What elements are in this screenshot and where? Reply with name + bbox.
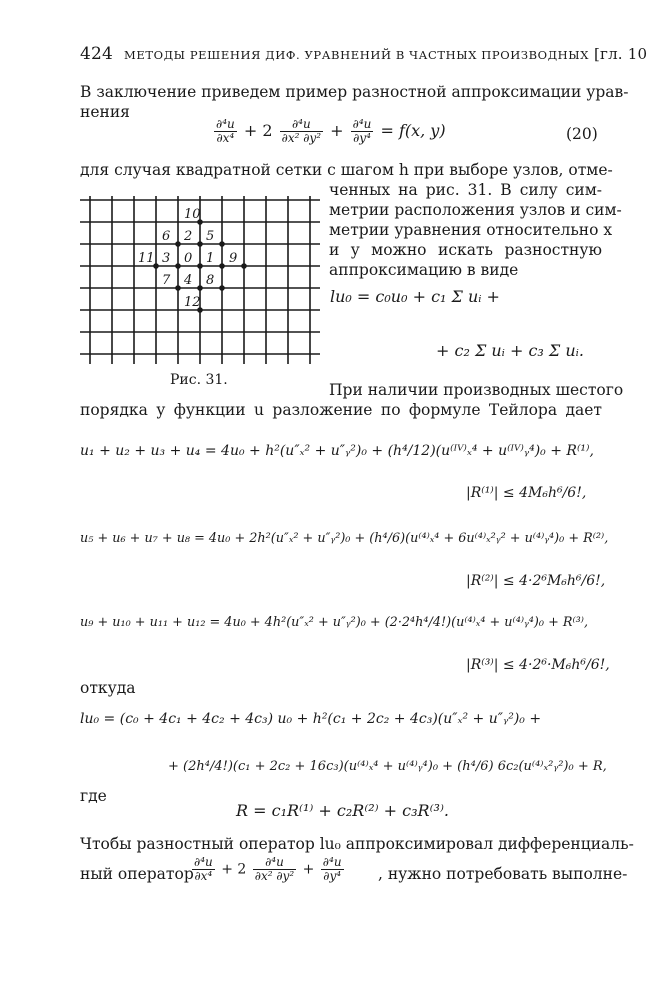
node-dot: [197, 285, 203, 291]
remainder-bound-2: |R⁽²⁾| ≤ 4·2⁶M₆h⁶/6!,: [466, 573, 606, 589]
remainder-definition: R = c₁R⁽¹⁾ + c₂R⁽²⁾ + c₃R⁽³⁾.: [236, 801, 449, 820]
lu-form-line-1: lu₀ = c₀u₀ + c₁ Σ uᵢ +: [330, 287, 500, 306]
taylor-expansion-1: u₁ + u₂ + u₃ + u₄ = 4u₀ + h²(u″ₓ² + u″ᵧ²)₀ + (h⁴/12)(u⁽ᴵⱽ⁾ₓ⁴ + u⁽ᴵⱽ⁾ᵧ⁴)₀ + R⁽¹⁾,: [80, 443, 594, 459]
running-header: [80, 44, 647, 64]
figure-caption: Рис. 31.: [170, 372, 228, 388]
node-label-10: 10: [184, 207, 201, 222]
equation-20-rhs: = f(x, y): [380, 121, 446, 140]
where-word: где: [80, 787, 107, 805]
wrap-line-2: метрии расположения узлов и сим-: [329, 201, 622, 219]
wrap-line-4: и y можно искать разностную: [329, 241, 602, 259]
final-line-1: Чтобы разностный оператор lu₀ аппроксимировал дифференциаль-: [80, 835, 634, 853]
node-label-12: 12: [184, 295, 201, 310]
grid-description-line: для случая квадратной сетки с шагом h при выборе узлов, отме-: [80, 161, 613, 179]
node-dot: [219, 241, 225, 247]
intro-line-1: В заключение приведем пример разностной аппроксимации урав-: [80, 83, 629, 101]
node-dot: [241, 263, 247, 269]
differential-operator: $\frac{\text{∂⁴u}}{\text{∂x⁴}}$ + 2 $\frac{\text{∂⁴u}}{\text{∂x² ∂y²}}$ + $\frac{\text{∂⁴u}}{\text{∂y⁴}}$: [194, 855, 342, 883]
node-label-2: 2: [184, 229, 193, 244]
page-number: 424: [80, 44, 114, 64]
node-label-5: 5: [206, 229, 215, 244]
node-dot: [175, 263, 181, 269]
node-dot: [175, 285, 181, 291]
node-dot: [197, 241, 203, 247]
wrap-line-1: ченных на рис. 31. В силу сим-: [329, 181, 602, 199]
equation-20-number: (20): [566, 125, 598, 143]
node-label-8: 8: [206, 273, 215, 288]
taylor-expansion-3: u₉ + u₁₀ + u₁₁ + u₁₂ = 4u₀ + 4h²(u″ₓ² + u″ᵧ²)₀ + (2·2⁴h⁴/4!)(u⁽⁴⁾ₓ⁴ + u⁽⁴⁾ᵧ⁴)₀ + R⁽³⁾,: [80, 615, 589, 630]
after-figure-line-1: При наличии производных шестого: [329, 381, 624, 399]
equation-20: $\frac{\text{∂⁴u}}{\text{∂x⁴}}$ + 2 $\frac{\text{∂⁴u}}{\text{∂x² ∂y²}}$ + $\frac{\text{∂⁴u}}{\text{∂y⁴}}$ = f(x, y): [216, 117, 446, 145]
final-line-2-start: ный оператор: [80, 865, 194, 883]
node-dot: [175, 241, 181, 247]
after-figure-line-2: порядка у функции u разложение по формуле Тейлора дает: [80, 401, 602, 419]
remainder-bound-1: |R⁽¹⁾| ≤ 4M₆h⁶/6!,: [466, 485, 587, 501]
node-label-1: 1: [206, 251, 215, 266]
final-line-2-end: , нужно потребовать выполне-: [378, 865, 628, 883]
wrap-line-3: метрии уравнения относительно x: [329, 221, 613, 239]
whence-word: откуда: [80, 679, 136, 697]
wrap-line-5: аппроксимацию в виде: [329, 261, 519, 279]
result-line-2: + (2h⁴/4!)(c₁ + 2c₂ + 16c₃)(u⁽⁴⁾ₓ⁴ + u⁽⁴⁾ᵧ⁴)₀ + (h⁴/6) 6c₂(u⁽⁴⁾ₓ²ᵧ²)₀ + R,: [168, 759, 607, 774]
lu-form-line-2: + c₂ Σ uᵢ + c₃ Σ uᵢ.: [436, 341, 584, 360]
node-label-4: 4: [184, 273, 193, 288]
node-dot: [219, 263, 225, 269]
intro-line-2: нения: [80, 103, 130, 121]
node-label-9: 9: [229, 251, 238, 266]
node-label-3: 3: [162, 251, 171, 266]
node-dot: [197, 263, 203, 269]
node-label-11: 11: [138, 251, 155, 266]
result-line-1: lu₀ = (c₀ + 4c₁ + 4c₂ + 4c₃) u₀ + h²(c₁ + 2c₂ + 4c₃)(u″ₓ² + u″ᵧ²)₀ +: [80, 711, 542, 727]
running-title: МЕТОДЫ РЕШЕНИЯ ДИФ. УРАВНЕНИЙ В ЧАСТНЫХ ПРОИЗВОДНЫХ: [124, 48, 589, 62]
node-label-7: 7: [162, 273, 171, 288]
node-label-6: 6: [162, 229, 171, 244]
node-label-0: 0: [184, 251, 193, 266]
remainder-bound-3: |R⁽³⁾| ≤ 4·2⁶·M₆h⁶/6!,: [466, 657, 610, 673]
figure-31-grid: [80, 196, 320, 364]
chapter-ref: [гл. 10: [593, 45, 648, 63]
node-dot: [219, 285, 225, 291]
taylor-expansion-2: u₅ + u₆ + u₇ + u₈ = 4u₀ + 2h²(u″ₓ² + u″ᵧ²)₀ + (h⁴/6)(u⁽⁴⁾ₓ⁴ + 6u⁽⁴⁾ₓ²ᵧ² + u⁽⁴⁾ᵧ⁴)₀ + R⁽²⁾,: [80, 531, 609, 546]
